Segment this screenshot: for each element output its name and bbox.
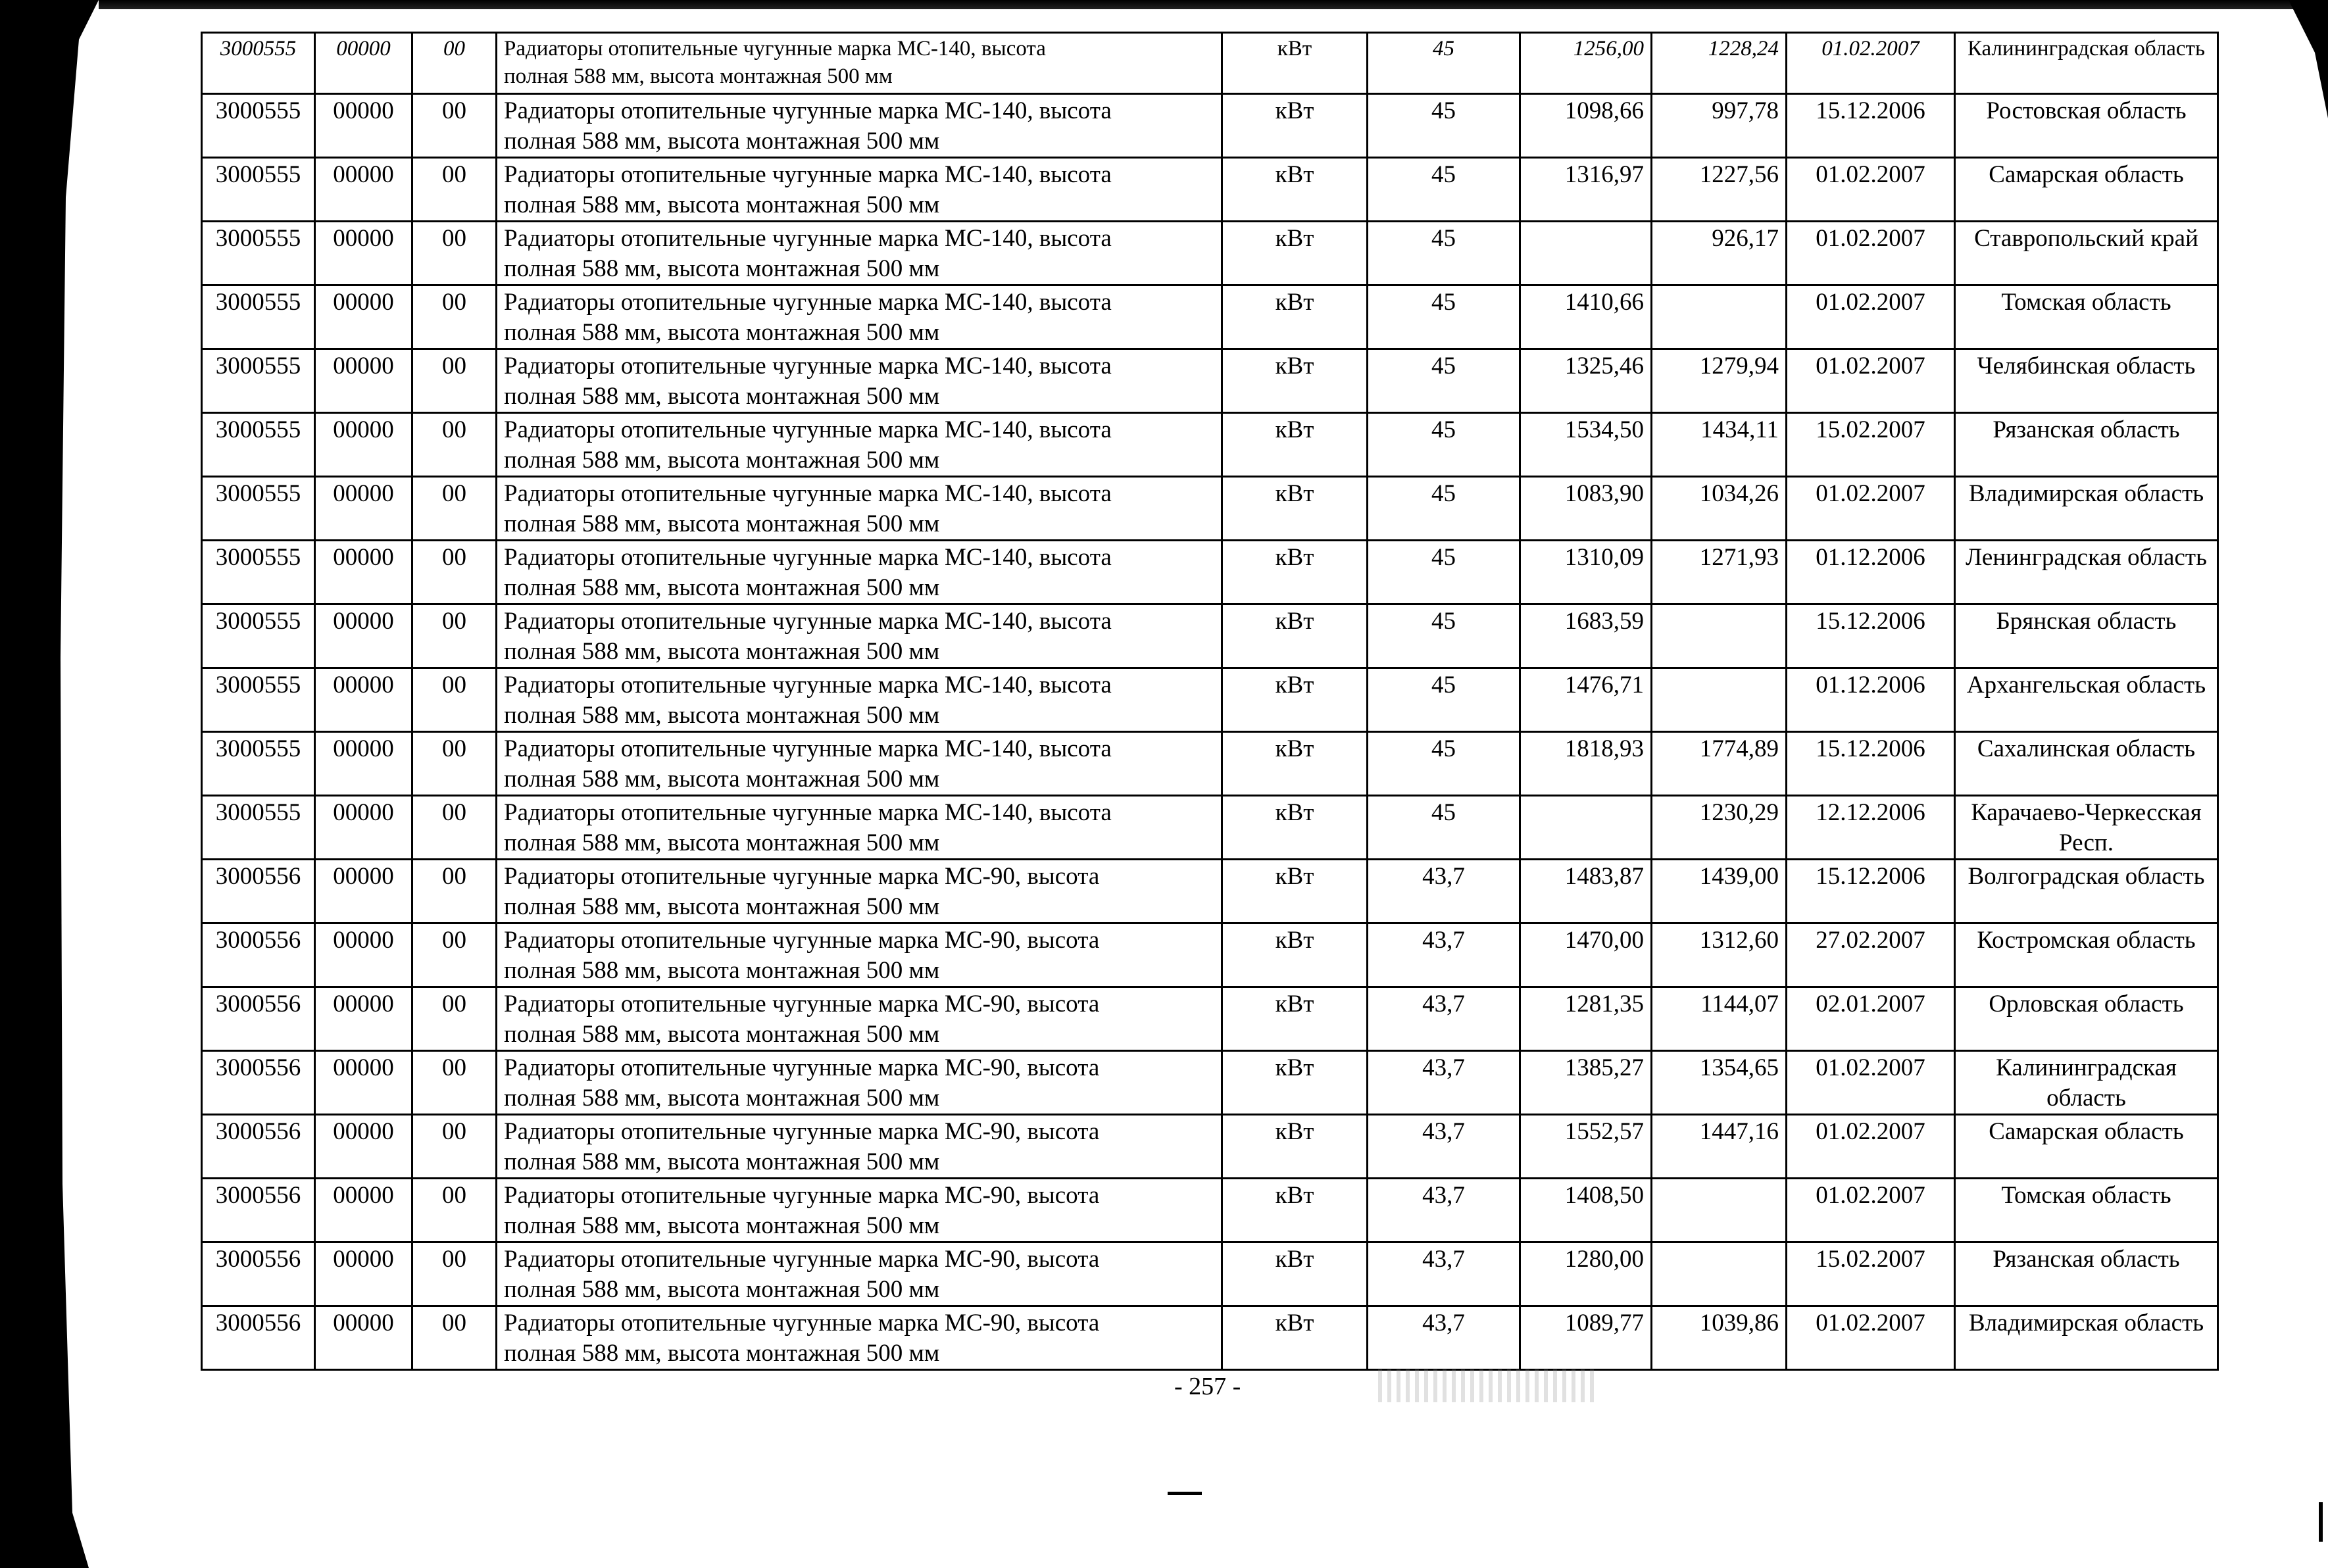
date-cell: 01.02.2007 [1787, 1306, 1955, 1370]
quantity-cell: 45 [1368, 33, 1520, 94]
description-line: Радиаторы отопительные чугунные марка МС-140, высота [504, 37, 1046, 61]
description-cell [497, 1115, 1222, 1179]
price-alt-cell: 1230,29 [1652, 796, 1787, 860]
price-alt-cell: 1271,93 [1652, 541, 1787, 604]
description-line: полная 588 мм, высота монтажная 500 мм [504, 893, 940, 920]
date-cell: 15.02.2007 [1787, 413, 1955, 477]
price-cell: 1410,66 [1520, 285, 1652, 349]
sub-code-cell: 00000 [315, 668, 412, 732]
description-cell [497, 1051, 1222, 1115]
table-row [202, 604, 2218, 668]
price-cell [1520, 796, 1652, 860]
unit-cell: кВт [1222, 923, 1368, 987]
sub-code-cell: 00000 [315, 349, 412, 413]
date-cell: 15.12.2006 [1787, 604, 1955, 668]
unit-cell: кВт [1222, 541, 1368, 604]
item-code-cell: 3000555 [202, 796, 315, 860]
table-row [202, 285, 2218, 349]
quantity-cell: 45 [1368, 222, 1520, 285]
unit-cell: кВт [1222, 33, 1368, 94]
description-line: полная 588 мм, высота монтажная 500 мм [504, 702, 940, 729]
description-cell [497, 1179, 1222, 1242]
region-cell: Калининградская область [1955, 33, 2218, 94]
item-code-cell: 3000556 [202, 1242, 315, 1306]
description-cell [497, 987, 1222, 1051]
sub-code2-cell: 00 [412, 796, 497, 860]
region-cell: Брянская область [1955, 604, 2218, 668]
quantity-cell: 43,7 [1368, 987, 1520, 1051]
scan-border-left [0, 0, 99, 1568]
quantity-cell: 45 [1368, 158, 1520, 222]
date-cell: 01.02.2007 [1787, 1051, 1955, 1115]
description-line: полная 588 мм, высота монтажная 500 мм [504, 1148, 940, 1175]
price-cell: 1256,00 [1520, 33, 1652, 94]
description-line: Радиаторы отопительные чугунные марка МС-90, высота [504, 1118, 1100, 1145]
description-line: Радиаторы отопительные чугунные марка МС-140, высота [504, 544, 1112, 571]
price-cell: 1325,46 [1520, 349, 1652, 413]
date-cell: 01.02.2007 [1787, 477, 1955, 541]
description-line: полная 588 мм, высота монтажная 500 мм [504, 128, 940, 155]
unit-cell: кВт [1222, 987, 1368, 1051]
description-line: полная 588 мм, высота монтажная 500 мм [504, 510, 940, 537]
item-code-cell: 3000556 [202, 987, 315, 1051]
item-code-cell: 3000556 [202, 860, 315, 923]
date-cell: 15.12.2006 [1787, 94, 1955, 158]
region-cell: Владимирская область [1955, 477, 2218, 541]
price-cell: 1408,50 [1520, 1179, 1652, 1242]
description-cell [497, 477, 1222, 541]
sub-code-cell: 00000 [315, 1306, 412, 1370]
date-cell: 01.02.2007 [1787, 349, 1955, 413]
description-cell [497, 158, 1222, 222]
region-cell: Рязанская область [1955, 413, 2218, 477]
sub-code-cell: 00000 [315, 222, 412, 285]
table-row [202, 1179, 2218, 1242]
description-line: полная 588 мм, высота монтажная 500 мм [504, 574, 940, 601]
quantity-cell: 43,7 [1368, 1242, 1520, 1306]
description-cell [497, 668, 1222, 732]
quantity-cell: 45 [1368, 604, 1520, 668]
table-row [202, 413, 2218, 477]
unit-cell: кВт [1222, 1242, 1368, 1306]
region-cell: Томская область [1955, 285, 2218, 349]
description-line: Радиаторы отопительные чугунные марка МС-140, высота [504, 480, 1112, 507]
description-line: Радиаторы отопительные чугунные марка МС-140, высота [504, 672, 1112, 698]
sub-code2-cell: 00 [412, 1179, 497, 1242]
item-code-cell: 3000555 [202, 94, 315, 158]
description-cell [497, 413, 1222, 477]
unit-cell: кВт [1222, 732, 1368, 796]
price-cell: 1470,00 [1520, 923, 1652, 987]
item-code-cell: 3000555 [202, 285, 315, 349]
unit-cell: кВт [1222, 796, 1368, 860]
description-cell [497, 1306, 1222, 1370]
quantity-cell: 45 [1368, 477, 1520, 541]
item-code-cell: 3000555 [202, 413, 315, 477]
description-line: Радиаторы отопительные чугунные марка МС-90, высота [504, 1310, 1100, 1336]
price-cell: 1280,00 [1520, 1242, 1652, 1306]
description-cell [497, 541, 1222, 604]
description-line: полная 588 мм, высота монтажная 500 мм [504, 191, 940, 218]
quantity-cell: 45 [1368, 796, 1520, 860]
table-row [202, 477, 2218, 541]
unit-cell: кВт [1222, 1115, 1368, 1179]
date-cell: 01.02.2007 [1787, 158, 1955, 222]
description-cell [497, 33, 1222, 94]
description-cell [497, 94, 1222, 158]
quantity-cell: 43,7 [1368, 1306, 1520, 1370]
page-number: - 257 - [1174, 1373, 1241, 1400]
sub-code2-cell: 00 [412, 1051, 497, 1115]
unit-cell: кВт [1222, 668, 1368, 732]
quantity-cell: 45 [1368, 541, 1520, 604]
description-line: Радиаторы отопительные чугунные марка МС-90, высота [504, 991, 1100, 1017]
description-line: Радиаторы отопительные чугунные марка МС-140, высота [504, 289, 1112, 316]
price-cell: 1476,71 [1520, 668, 1652, 732]
price-alt-cell: 1354,65 [1652, 1051, 1787, 1115]
region-cell: Томская область [1955, 1179, 2218, 1242]
region-cell: Волгоградская область [1955, 860, 2218, 923]
description-line: полная 588 мм, высота монтажная 500 мм [504, 766, 940, 793]
table-row [202, 923, 2218, 987]
table-row [202, 796, 2218, 860]
date-cell: 01.02.2007 [1787, 285, 1955, 349]
quantity-cell: 43,7 [1368, 1115, 1520, 1179]
table-row [202, 860, 2218, 923]
region-cell: Владимирская область [1955, 1306, 2218, 1370]
description-line: Радиаторы отопительные чугунные марка МС-140, высота [504, 97, 1112, 124]
description-line: полная 588 мм, высота монтажная 500 мм [504, 638, 940, 665]
table-row [202, 1306, 2218, 1370]
region-cell: Челябинская область [1955, 349, 2218, 413]
region-cell: Самарская область [1955, 158, 2218, 222]
price-cell: 1818,93 [1520, 732, 1652, 796]
quantity-cell: 43,7 [1368, 923, 1520, 987]
description-cell [497, 796, 1222, 860]
date-cell: 02.01.2007 [1787, 987, 1955, 1051]
scan-border-top [99, 0, 2328, 9]
description-line: полная 588 мм, высота монтажная 500 мм [504, 255, 940, 282]
table-row [202, 732, 2218, 796]
sub-code-cell: 00000 [315, 285, 412, 349]
quantity-cell: 45 [1368, 732, 1520, 796]
table-row [202, 1115, 2218, 1179]
unit-cell: кВт [1222, 1179, 1368, 1242]
sub-code2-cell: 00 [412, 923, 497, 987]
item-code-cell: 3000556 [202, 1051, 315, 1115]
item-code-cell: 3000556 [202, 923, 315, 987]
description-line: Радиаторы отопительные чугунные марка МС-90, высота [504, 927, 1100, 954]
price-cell [1520, 222, 1652, 285]
unit-cell: кВт [1222, 222, 1368, 285]
scan-mark-right [2319, 1502, 2323, 1542]
description-cell [497, 285, 1222, 349]
sub-code2-cell: 00 [412, 987, 497, 1051]
description-line: полная 588 мм, высота монтажная 500 мм [504, 1021, 940, 1048]
description-line: полная 588 мм, высота монтажная 500 мм [504, 1085, 940, 1112]
region-cell: Архангельская область [1955, 668, 2218, 732]
sub-code2-cell: 00 [412, 222, 497, 285]
date-cell: 01.12.2006 [1787, 668, 1955, 732]
price-alt-cell: 1227,56 [1652, 158, 1787, 222]
region-cell: Костромская область [1955, 923, 2218, 987]
quantity-cell: 43,7 [1368, 860, 1520, 923]
price-cell: 1310,09 [1520, 541, 1652, 604]
unit-cell: кВт [1222, 1051, 1368, 1115]
price-alt-cell [1652, 668, 1787, 732]
description-line: Радиаторы отопительные чугунные марка МС-140, высота [504, 225, 1112, 252]
sub-code-cell: 00000 [315, 923, 412, 987]
price-alt-cell: 1279,94 [1652, 349, 1787, 413]
region-cell: Рязанская область [1955, 1242, 2218, 1306]
price-cell: 1281,35 [1520, 987, 1652, 1051]
description-line: Радиаторы отопительные чугунные марка МС-140, высота [504, 735, 1112, 762]
quantity-cell: 45 [1368, 413, 1520, 477]
sub-code-cell: 00000 [315, 1115, 412, 1179]
description-cell [497, 349, 1222, 413]
sub-code-cell: 00000 [315, 1051, 412, 1115]
date-cell: 15.12.2006 [1787, 732, 1955, 796]
price-alt-cell: 1034,26 [1652, 477, 1787, 541]
quantity-cell: 45 [1368, 349, 1520, 413]
sub-code-cell: 00000 [315, 796, 412, 860]
item-code-cell: 3000555 [202, 33, 315, 94]
quantity-cell: 43,7 [1368, 1179, 1520, 1242]
sub-code2-cell: 00 [412, 732, 497, 796]
date-cell: 27.02.2007 [1787, 923, 1955, 987]
price-alt-cell: 1439,00 [1652, 860, 1787, 923]
table-row [202, 987, 2218, 1051]
description-line: полная 588 мм, высота монтажная 500 мм [504, 1212, 940, 1239]
date-cell: 01.12.2006 [1787, 541, 1955, 604]
price-alt-cell [1652, 604, 1787, 668]
price-cell: 1683,59 [1520, 604, 1652, 668]
table-row [202, 33, 2218, 94]
item-code-cell: 3000555 [202, 477, 315, 541]
sub-code-cell: 00000 [315, 604, 412, 668]
sub-code-cell: 00000 [315, 1179, 412, 1242]
item-code-cell: 3000555 [202, 158, 315, 222]
price-table-body [202, 33, 2218, 1370]
date-cell: 01.02.2007 [1787, 222, 1955, 285]
quantity-cell: 43,7 [1368, 1051, 1520, 1115]
description-cell [497, 732, 1222, 796]
region-cell: Калининградская область [1955, 1051, 2218, 1115]
sub-code-cell: 00000 [315, 541, 412, 604]
item-code-cell: 3000556 [202, 1179, 315, 1242]
description-line: Радиаторы отопительные чугунные марка МС-140, высота [504, 608, 1112, 635]
description-cell [497, 222, 1222, 285]
quantity-cell: 45 [1368, 94, 1520, 158]
region-cell: Карачаево-Черкесская Респ. [1955, 796, 2218, 860]
description-line: Радиаторы отопительные чугунные марка МС-140, высота [504, 416, 1112, 443]
table-row [202, 94, 2218, 158]
price-alt-cell: 1039,86 [1652, 1306, 1787, 1370]
unit-cell: кВт [1222, 604, 1368, 668]
sub-code-cell: 00000 [315, 94, 412, 158]
description-line: Радиаторы отопительные чугунные марка МС-90, высота [504, 863, 1100, 890]
description-line: Радиаторы отопительные чугунные марка МС-140, высота [504, 353, 1112, 380]
price-cell: 1316,97 [1520, 158, 1652, 222]
price-cell: 1552,57 [1520, 1115, 1652, 1179]
item-code-cell: 3000555 [202, 668, 315, 732]
sub-code2-cell: 00 [412, 349, 497, 413]
description-line: Радиаторы отопительные чугунные марка МС-90, высота [504, 1246, 1100, 1273]
description-cell [497, 1242, 1222, 1306]
date-cell: 01.02.2007 [1787, 1179, 1955, 1242]
description-line: полная 588 мм, высота монтажная 500 мм [504, 447, 940, 474]
date-cell: 01.02.2007 [1787, 1115, 1955, 1179]
sub-code2-cell: 00 [412, 1115, 497, 1179]
price-alt-cell: 1434,11 [1652, 413, 1787, 477]
sub-code2-cell: 00 [412, 94, 497, 158]
price-alt-cell: 926,17 [1652, 222, 1787, 285]
price-cell: 1083,90 [1520, 477, 1652, 541]
quantity-cell: 45 [1368, 285, 1520, 349]
description-line: полная 588 мм, высота монтажная 500 мм [504, 1340, 940, 1367]
unit-cell: кВт [1222, 285, 1368, 349]
sub-code2-cell: 00 [412, 285, 497, 349]
unit-cell: кВт [1222, 1306, 1368, 1370]
price-alt-cell: 1774,89 [1652, 732, 1787, 796]
table-row [202, 668, 2218, 732]
price-cell: 1483,87 [1520, 860, 1652, 923]
sub-code-cell: 00000 [315, 158, 412, 222]
sub-code2-cell: 00 [412, 1306, 497, 1370]
description-line: Радиаторы отопительные чугунные марка МС-140, высота [504, 161, 1112, 188]
description-cell [497, 860, 1222, 923]
sub-code2-cell: 00 [412, 1242, 497, 1306]
sub-code2-cell: 00 [412, 860, 497, 923]
description-line: полная 588 мм, высота монтажная 500 мм [504, 829, 940, 856]
price-alt-cell: 997,78 [1652, 94, 1787, 158]
sub-code-cell: 00000 [315, 987, 412, 1051]
unit-cell: кВт [1222, 158, 1368, 222]
table-row [202, 1051, 2218, 1115]
region-cell: Сахалинская область [1955, 732, 2218, 796]
table-row [202, 1242, 2218, 1306]
price-cell: 1385,27 [1520, 1051, 1652, 1115]
item-code-cell: 3000556 [202, 1306, 315, 1370]
price-alt-cell [1652, 1179, 1787, 1242]
date-cell: 15.12.2006 [1787, 860, 1955, 923]
table-row [202, 541, 2218, 604]
item-code-cell: 3000555 [202, 732, 315, 796]
price-cell: 1098,66 [1520, 94, 1652, 158]
price-alt-cell: 1228,24 [1652, 33, 1787, 94]
description-cell [497, 604, 1222, 668]
description-cell [497, 923, 1222, 987]
region-cell: Ленинградская область [1955, 541, 2218, 604]
price-cell: 1534,50 [1520, 413, 1652, 477]
sub-code-cell: 00000 [315, 860, 412, 923]
unit-cell: кВт [1222, 349, 1368, 413]
region-cell: Ростовская область [1955, 94, 2218, 158]
unit-cell: кВт [1222, 860, 1368, 923]
description-line: Радиаторы отопительные чугунные марка МС-140, высота [504, 799, 1112, 826]
item-code-cell: 3000555 [202, 604, 315, 668]
sub-code2-cell: 00 [412, 668, 497, 732]
table-row [202, 222, 2218, 285]
item-code-cell: 3000555 [202, 222, 315, 285]
price-alt-cell: 1144,07 [1652, 987, 1787, 1051]
region-cell: Ставропольский край [1955, 222, 2218, 285]
region-cell: Орловская область [1955, 987, 2218, 1051]
description-line: полная 588 мм, высота монтажная 500 мм [504, 1276, 940, 1303]
sub-code2-cell: 00 [412, 413, 497, 477]
description-line: Радиаторы отопительные чугунные марка МС-90, высота [504, 1182, 1100, 1209]
item-code-cell: 3000556 [202, 1115, 315, 1179]
sub-code2-cell: 00 [412, 158, 497, 222]
sub-code-cell: 00000 [315, 732, 412, 796]
sub-code-cell: 00000 [315, 1242, 412, 1306]
date-cell: 01.02.2007 [1787, 33, 1955, 94]
price-cell: 1089,77 [1520, 1306, 1652, 1370]
quantity-cell: 45 [1368, 668, 1520, 732]
sub-code2-cell: 00 [412, 33, 497, 94]
faint-stamp [1378, 1369, 1595, 1402]
sub-code-cell: 00000 [315, 413, 412, 477]
price-alt-cell: 1447,16 [1652, 1115, 1787, 1179]
unit-cell: кВт [1222, 477, 1368, 541]
description-line: полная 588 мм, высота монтажная 500 мм [504, 319, 940, 346]
price-alt-cell [1652, 1242, 1787, 1306]
sub-code-cell: 00000 [315, 33, 412, 94]
description-line: полная 588 мм, высота монтажная 500 мм [504, 957, 940, 984]
price-alt-cell [1652, 285, 1787, 349]
item-code-cell: 3000555 [202, 541, 315, 604]
table-row [202, 158, 2218, 222]
scan-border-right [2289, 0, 2328, 118]
unit-cell: кВт [1222, 413, 1368, 477]
footer-dash [1168, 1492, 1202, 1495]
description-line: полная 588 мм, высота монтажная 500 мм [504, 383, 940, 410]
sub-code2-cell: 00 [412, 604, 497, 668]
region-cell: Самарская область [1955, 1115, 2218, 1179]
price-table [201, 32, 2219, 1371]
description-line: полная 588 мм, высота монтажная 500 мм [504, 64, 893, 88]
date-cell: 12.12.2006 [1787, 796, 1955, 860]
date-cell: 15.02.2007 [1787, 1242, 1955, 1306]
unit-cell: кВт [1222, 94, 1368, 158]
sub-code2-cell: 00 [412, 477, 497, 541]
sub-code2-cell: 00 [412, 541, 497, 604]
table-row [202, 349, 2218, 413]
sub-code-cell: 00000 [315, 477, 412, 541]
item-code-cell: 3000555 [202, 349, 315, 413]
price-alt-cell: 1312,60 [1652, 923, 1787, 987]
description-line: Радиаторы отопительные чугунные марка МС-90, высота [504, 1054, 1100, 1081]
